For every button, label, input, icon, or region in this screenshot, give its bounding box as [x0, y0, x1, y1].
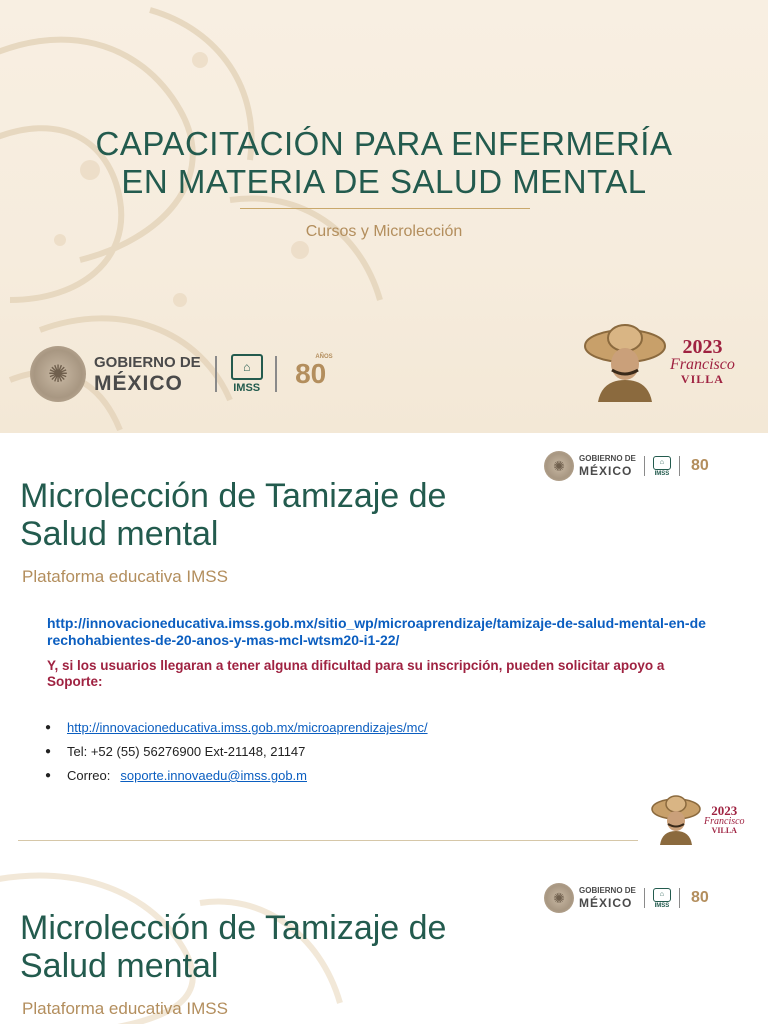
government-logo-bar [30, 346, 333, 402]
francisco-villa-2023-logo [650, 793, 745, 845]
imss-logo: ⌂ IMSS [653, 456, 671, 477]
list-item: ● http://innovacioneducativa.imss.gob.mx/microaprendizajes/mc/ [45, 720, 428, 735]
platform-subtitle: Plataforma educativa IMSS [22, 999, 228, 1018]
eagle-seal-icon: ✺ [544, 451, 574, 481]
support-phone: Tel: +52 (55) 56276900 Ext-21148, 21147 [67, 744, 306, 759]
gobierno-mexico-wordmark: GOBIERNO DE MÉXICO [579, 886, 636, 910]
imss-emblem-icon: ⌂ [653, 888, 671, 902]
imss-80-anniversary-logo: 80 AÑOS [295, 354, 333, 389]
logo-divider [215, 356, 217, 392]
gobierno-mexico-wordmark: GOBIERNO DE MÉXICO [94, 353, 201, 395]
logo-divider [644, 456, 645, 476]
imss-logo: ⌂ IMSS [653, 888, 671, 909]
government-logo-bar [544, 451, 712, 481]
list-item: ● Tel: +52 (55) 56276900 Ext-21148, 21147 [45, 744, 306, 759]
microleccion-slide [0, 433, 768, 863]
support-email-link[interactable]: soporte.innovaedu@imss.gob.m [120, 768, 307, 783]
eagle-seal-icon: ✺ [30, 346, 86, 402]
support-email-label: Correo: [67, 768, 111, 783]
imss-logo: ⌂ IMSS [231, 354, 263, 394]
cover-title-line2: EN MATERIA DE SALUD MENTAL [121, 163, 647, 200]
microleccion-slide-repeat [0, 863, 768, 1024]
francisco-villa-2023-logo [582, 320, 735, 402]
logo-divider [679, 888, 680, 908]
imss-80-anniversary-logo: 80 [691, 457, 709, 474]
villa-wordmark: 2023 Francisco VILLA [704, 802, 745, 835]
imss-emblem-icon: ⌂ [653, 456, 671, 470]
gobierno-mexico-wordmark: GOBIERNO DE MÉXICO [579, 454, 636, 478]
slide-heading: Microlección de Tamizaje de Salud mental [20, 909, 447, 985]
list-item: ● Correo: soporte.innovaedu@imss.gob.m [45, 768, 307, 783]
support-portal-link[interactable]: http://innovacioneducativa.imss.gob.mx/microaprendizajes/mc/ [67, 720, 428, 735]
cover-slide [0, 0, 768, 433]
cover-title-line1: CAPACITACIÓN PARA ENFERMERÍA [95, 125, 673, 162]
government-logo-bar [544, 883, 712, 913]
slide-heading: Microlección de Tamizaje de Salud mental [20, 477, 447, 553]
logo-divider [644, 888, 645, 908]
title-divider [240, 208, 530, 209]
support-contact-list [45, 719, 428, 791]
imss-emblem-icon: ⌂ [231, 354, 263, 380]
imss-80-anniversary-logo: 80 [691, 889, 709, 906]
cover-subtitle: Cursos y Microlección [305, 223, 463, 240]
villa-portrait-icon [582, 320, 668, 402]
cover-title [0, 125, 768, 201]
support-note: Y, si los usuarios llegaran a tener alguna dificultad para su inscripción, pueden solicitar apoyo a Soporte: [47, 658, 665, 689]
villa-portrait-icon [650, 793, 702, 845]
platform-subtitle: Plataforma educativa IMSS [22, 567, 228, 586]
logo-divider [275, 356, 277, 392]
villa-wordmark: 2023 Francisco VILLA [670, 336, 735, 386]
microleccion-link[interactable]: http://innovacioneducativa.imss.gob.mx/sitio_wp/microaprendizaje/tamizaje-de-salud-mental-en-derechohabientes-de-20-anos-y-mas-mcl-wtsm20-i1-22/ [47, 615, 706, 648]
eagle-seal-icon: ✺ [544, 883, 574, 913]
logo-divider [679, 456, 680, 476]
slide-footer-line [18, 840, 638, 841]
